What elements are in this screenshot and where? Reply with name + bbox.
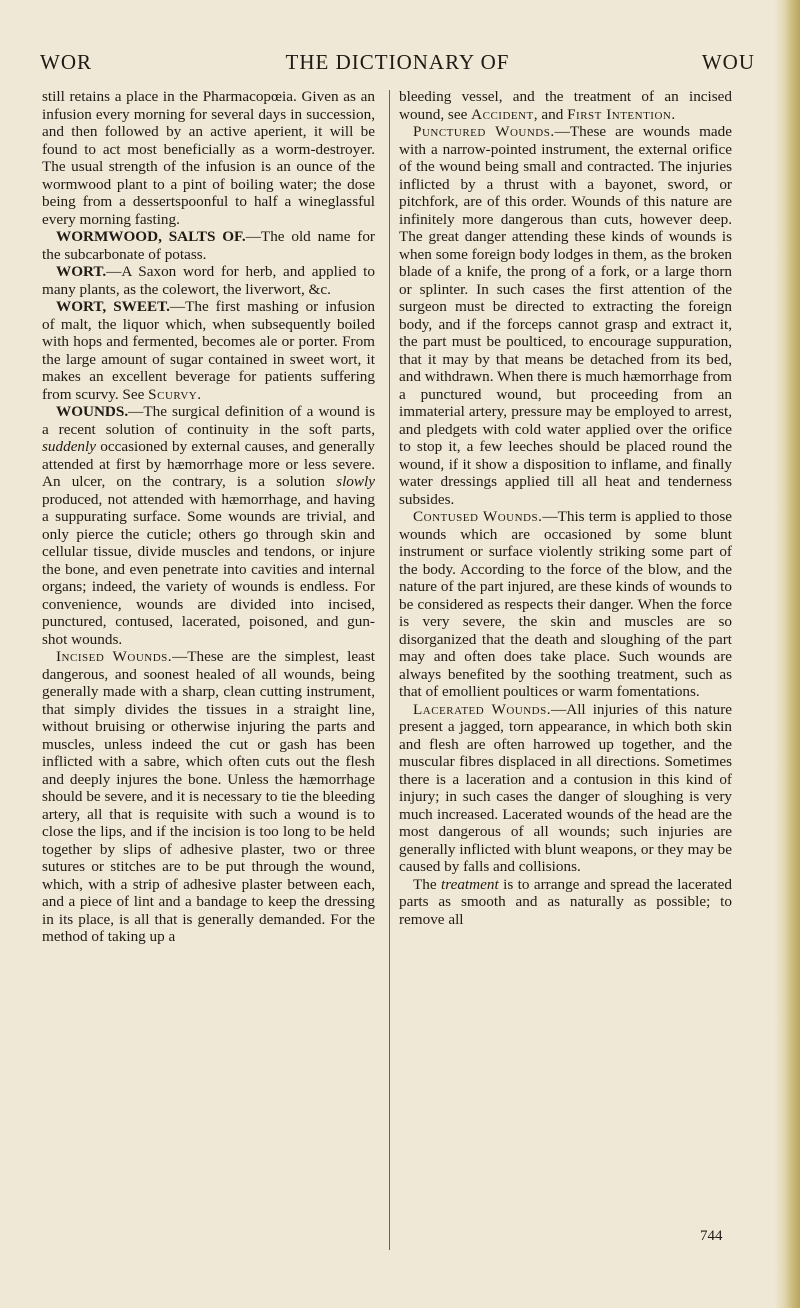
headword: WORMWOOD, SALTS OF. <box>56 228 246 245</box>
cross-reference: Scurvy. <box>148 385 202 403</box>
left-column <box>42 88 375 946</box>
paragraph: still retains a place in the Pharmacopœia. Given as an infusion every morning for several days in succession, and then followed by an active aperient, it will be found to act most beneficially as a worm-destroyer. The usual strength of the infusion is an ounce of the wormwood plant to a pint of boiling water; the dose being from a dessertspoonful to half a wineglassful every morning fasting. <box>42 88 375 228</box>
subheading: Lacerated Wounds. <box>413 700 552 718</box>
subentry-incised-wounds: Incised Wounds.—These are the simplest, least dangerous, and soonest healed of all wounds, being generally made with a sharp, clean cutting instrument, that simply divides the tissues in a straight line, without bruising or otherwise injuring the parts and muscles, unless indeed the cut or gash has been inflicted with a sabre, which often cuts out the flesh and deeply injures the bone. Unless the hæmorrhage should be severe, and it is necessary to tie the bleeding artery, all that is requisite with such a wound is to close the lips, and if the incision is too long to be held together by slips of adhesive plaster, two or three sutures or stitches are to be put through the wound, which, with a strip of adhesive plaster between each, and a piece of lint and a bandage to keep the dressing in its place, is all that is generally demanded. For the method of taking up a <box>42 648 375 945</box>
cross-reference: First Intention. <box>567 105 676 123</box>
page-number: 744 <box>700 1228 723 1244</box>
cross-reference: Accident <box>471 105 534 123</box>
headword: WOUNDS. <box>56 403 129 420</box>
header-left-guideword: WOR <box>40 50 92 74</box>
paragraph-treatment: The treatment is to arrange and spread the lacerated parts as smooth and as naturally as possible; to remove all <box>399 875 732 928</box>
header-title: THE DICTIONARY OF <box>285 50 510 74</box>
subentry-lacerated-wounds: Lacerated Wounds.—All injuries of this nature present a jagged, torn appearance, in which both skin and flesh are often harrowed up together, and the muscular fibres displaced in all directions. Sometimes there is a laceration and a contusion in this kind of injury; in such cases the danger of sloughing is very much increased. Lacerated wounds of the head are the most dangerous of all wounds; such injuries are generally inflicted with blunt weapons, or they may be caused by falls and collisions. <box>399 700 732 875</box>
subheading: Punctured Wounds. <box>413 123 555 140</box>
paragraph: bleeding vessel, and the treatment of an incised wound, see Accident, and First Intention. <box>399 88 732 123</box>
entry-wounds: WOUNDS.—The surgical definition of a wound is a recent solution of continuity in the soft parts, suddenly occasioned by external causes, and generally attended at first by hæmorrhage more or less severe. An ulcer, on the contrary, is a solution slowly produced, not attended with hæmorrhage, and having a suppurating surface. Some wounds are trivial, and only pierce the cuticle; others go through skin and cellular tissue, divide muscles and tendons, or injure the bone, and even penetrate into cavities and internal organs; indeed, the variety of wounds is endless. For convenience, wounds are divided into incised, punctured, contused, lacerated, poisoned, and gun-shot wounds. <box>42 403 375 648</box>
right-column <box>399 88 732 928</box>
entry-wort-sweet: WORT, SWEET.—The first mashing or infusion of malt, the liquor which, when subsequently boiled with hops and fermented, becomes ale or porter. From the large amount of sugar contained in sweet wort, it makes an excellent beverage for patients suffering from scurvy. See Scurvy. <box>42 298 375 403</box>
subentry-punctured-wounds: Punctured Wounds.—These are wounds made with a narrow-pointed instrument, the external orifice of the wound being small and contracted. The injuries inflicted by a thrust with a bayonet, sword, or pitchfork, are of this order. Wounds of this nature are infinitely more dangerous than cuts, however deep. The great danger attending these kinds of wounds is when some foreign body lodges in them, as the broken blade of a knife, the prong of a fork, or a large thorn or splinter. In such cases the first attention of the surgeon must be directed to extracting the foreign body, and if the forceps cannot grasp and extract it, the part must be poulticed, to encourage suppuration, that it may by that means be detached from its bed, and withdrawn. When there is much hæmorrhage from a punctured wound, but proceeding from an immaterial artery, pressure may be employed to arrest, and pledgets with cold water applied over the orifice to stop it, a few leeches should be placed round the wound, if it show a disposition to inflame, and finally water dressings applied till all heat and tenderness subsides. <box>399 123 732 508</box>
headword: WORT. <box>56 263 107 280</box>
header-right-guideword: WOU <box>701 50 755 74</box>
page-edge <box>774 0 800 1308</box>
entry-wort: WORT.—A Saxon word for herb, and applied to many plants, as the colewort, the liverwort, &c. <box>42 263 375 298</box>
column-divider <box>389 90 390 1250</box>
subheading: Contused Wounds. <box>413 508 543 525</box>
headword: WORT, SWEET. <box>56 298 170 315</box>
entry-wormwood-salts: WORMWOOD, SALTS OF.—The old name for the subcarbonate of potass. <box>42 228 375 263</box>
running-header <box>40 50 755 78</box>
subheading: Incised Wounds. <box>56 648 173 665</box>
subentry-contused-wounds: Contused Wounds.—This term is applied to those wounds which are occasioned by some blunt instrument or surface violently striking some part of the body. According to the force of the blow, and the nature of the part injured, are these kinds of wounds to be considered as respects their danger. When the force is very severe, the skin and muscles are so disorganized that the death and sloughing of the part may and often does take place. Such wounds are always benefited by the soothing treatment, such as that of emollient poultices or warm fomentations. <box>399 508 732 700</box>
